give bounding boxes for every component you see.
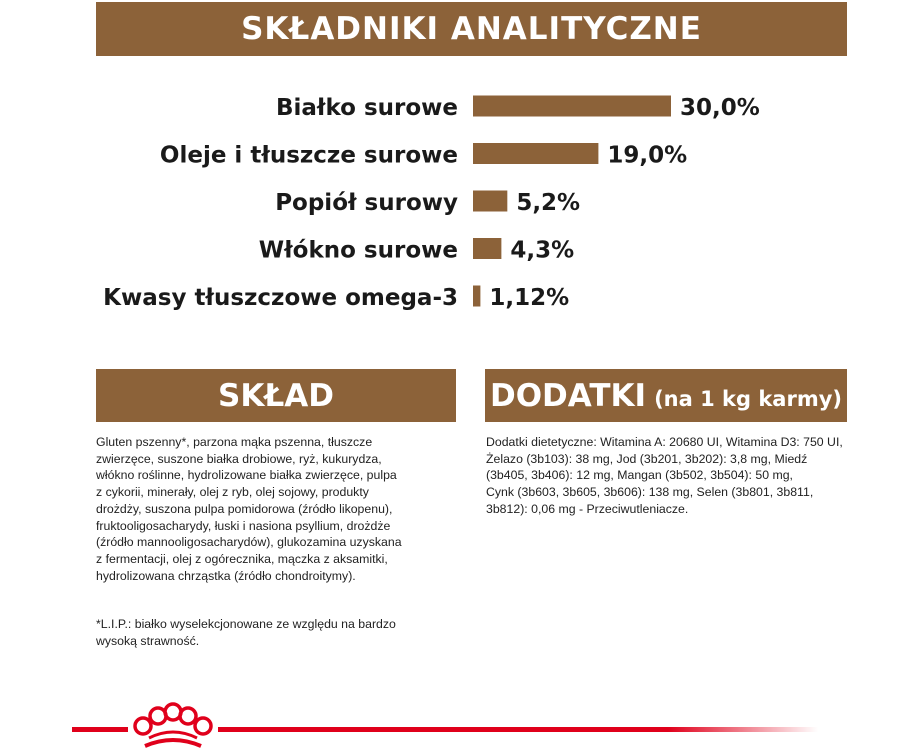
footer-red-line-right [218, 727, 818, 732]
composition-text [96, 434, 441, 584]
value-label: 4,3% [510, 237, 575, 264]
analytic-constituents-chart [0, 76, 921, 326]
composition-title: SKŁAD [218, 377, 334, 414]
additives-text [486, 434, 856, 518]
additives-line: 3b812): 0,06 mg - Przeciwutleniacze. [486, 501, 689, 516]
composition-line: włókno roślinne, hydrolizowane białka zwierzęce, pulpa [96, 468, 397, 483]
bar [473, 96, 671, 117]
additives-banner [485, 369, 847, 422]
composition-line: (źródło mannooligosacharydów), glukozamina uzyskana [96, 535, 402, 550]
footer-logo-strip [72, 700, 832, 753]
bar [473, 191, 507, 212]
category-label: Kwasy tłuszczowe omega-3 [103, 285, 458, 311]
value-label: 30,0% [680, 95, 760, 121]
footnote-line: *L.I.P.: białko wyselekcjonowane ze względu na bardzo [96, 617, 396, 631]
royal-crown-logo [135, 704, 211, 746]
analytic-constituents-banner [96, 2, 847, 56]
composition-footnote [96, 616, 441, 649]
footnote-line: wysoką strawność. [96, 633, 200, 648]
analytic-constituents-title: SKŁADNIKI ANALITYCZNE [241, 11, 702, 47]
composition-line: Gluten pszenny*, parzona mąka pszenna, tłuszcze [96, 435, 373, 449]
composition-line: z cykorii, minerały, olej z ryb, olej sojowy, produkty [96, 485, 369, 500]
additives-line: Żelazo (3b103): 38 mg, Jod (3b201, 3b202): 3,8 mg, Miedź [486, 451, 808, 466]
category-label: Popiół surowy [275, 190, 458, 216]
category-label: Włókno surowe [258, 237, 458, 264]
additives-line: Dodatki dietetyczne: Witamina A: 20680 UI, Witamina D3: 750 UI, [486, 435, 843, 449]
additives-title: DODATKI [489, 377, 647, 414]
composition-banner [96, 369, 456, 422]
bar [473, 286, 480, 307]
composition-line: hydrolizowana chrząstka (źródło chondroitymy). [96, 568, 356, 583]
bar [473, 238, 501, 259]
footer-red-line-left [72, 727, 128, 732]
additives-subtitle: (na 1 kg karmy) [654, 386, 843, 411]
composition-line: z fermentacji, olej z ogórecznika, mączka z aksamitki, [96, 551, 388, 566]
composition-line: drożdży, suszona pulpa pomidorowa (źródło likopenu), [96, 501, 393, 516]
additives-line: (3b405, 3b406): 12 mg, Mangan (3b502, 3b504): 50 mg, [486, 468, 793, 483]
additives-line: Cynk (3b603, 3b605, 3b606): 138 mg, Selen (3b801, 3b811, [486, 485, 814, 500]
category-label: Białko surowe [275, 95, 458, 121]
composition-line: fruktooligosacharydy, łuski i nasiona psyllium, drożdże [96, 518, 391, 533]
category-label: Oleje i tłuszcze surowe [159, 142, 458, 169]
composition-line: zwierzęce, suszone białka drobiowe, ryż, kukurydza, [96, 451, 382, 466]
value-label: 5,2% [516, 190, 581, 216]
bar [473, 143, 598, 164]
value-label: 1,12% [489, 285, 570, 311]
value-label: 19,0% [607, 142, 688, 169]
